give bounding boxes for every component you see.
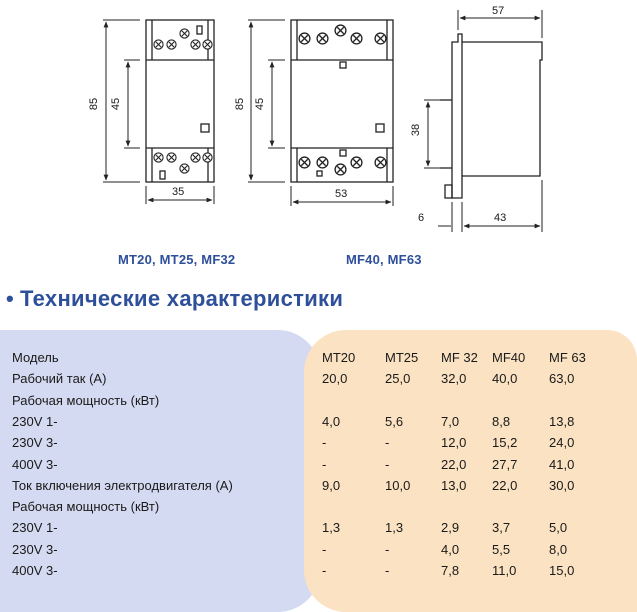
table-cell: 8,0 [549,541,568,557]
col-header-mf32: MF 32 [441,350,478,365]
table-cell: 63,0 [549,371,575,387]
row-label: Модель [12,350,59,365]
table-cell: 11,0 [492,563,517,578]
table-cell: 7,8 [441,563,460,578]
row-label: 230V 1- [12,520,58,536]
dim-side-body: 43 [494,212,507,224]
row-label: Рабочий так (А) [12,371,107,387]
table-cell: 5,6 [385,413,404,429]
dim-left-window: 45 [110,97,123,111]
table-cell: - [322,563,327,578]
row-label: Рабочая мощность (кВт) [12,499,160,515]
table-cell: 2,9 [441,520,460,536]
dim-side-offset: 6 [418,212,425,224]
table-cell: 15,0 [549,563,575,578]
dim-side-rail: 38 [410,123,423,137]
col-header-mt20: MT20 [322,350,356,365]
table-cell: - [322,435,327,451]
caption-middle-models: MF40, MF63 [346,252,422,267]
table-cell: 1,3 [385,520,404,536]
table-cell: 7,0 [441,413,460,429]
table-cell: 1,3 [322,520,341,536]
col-header-mt25: MT25 [385,350,419,365]
row-label: 230V 3- [12,541,58,557]
table-cell: 4,0 [322,413,341,429]
table-cell: 5,0 [549,520,568,536]
dim-middle-width: 53 [335,188,348,200]
section-heading [6,286,343,312]
row-label: 400V 3- [12,456,58,472]
table-cell: 27,7 [492,456,518,472]
table-cell: - [322,541,327,557]
table-cell: 8,8 [492,413,511,429]
caption-left-models: MT20, MT25, MF32 [118,252,236,267]
col-header-mf63: MF 63 [549,350,586,365]
table-cell: - [385,541,390,557]
row-label: 230V 1- [12,413,58,429]
row-label: 230V 3- [12,435,58,451]
table-cell: 22,0 [492,477,518,493]
table-cell: 10,0 [385,477,411,493]
dim-middle-window: 45 [254,97,267,111]
table-cell: 30,0 [549,477,575,493]
dim-left-width: 35 [172,186,185,198]
table-cell: 9,0 [322,477,341,493]
table-cell: - [385,435,390,451]
table-cell: 13,0 [441,477,467,493]
table-cell: 13,8 [549,413,575,429]
table-cell: - [385,456,390,472]
table-cell: 40,0 [492,371,518,387]
table-cell: - [385,563,390,578]
table-cell: 24,0 [549,435,575,451]
col-header-mf40: MF40 [492,350,526,365]
table-cell: 25,0 [385,371,411,387]
row-label: Ток включения электродвигателя (А) [12,477,233,493]
row-label: 400V 3- [12,563,58,578]
dim-middle-height: 85 [234,97,247,111]
table-cell: 3,7 [492,520,511,536]
table-cell: 22,0 [441,456,467,472]
side-view-drawing [440,34,542,198]
table-cell: 20,0 [322,371,348,387]
table-cell: 41,0 [549,456,575,472]
heading-bullet: • [6,286,15,311]
heading-text: Технические характеристики [20,286,344,311]
row-label: Рабочая мощность (кВт) [12,392,160,408]
table-cell: 4,0 [441,541,460,557]
dim-left-height: 85 [88,97,101,111]
dim-side-depth: 57 [492,5,505,17]
table-cell: 15,2 [492,435,518,451]
values-panel [304,330,637,612]
table-cell: - [322,456,327,472]
table-cell: 5,5 [492,541,511,557]
table-cell: 12,0 [441,435,467,451]
table-cell: 32,0 [441,371,467,387]
dimension-drawings [0,0,637,250]
